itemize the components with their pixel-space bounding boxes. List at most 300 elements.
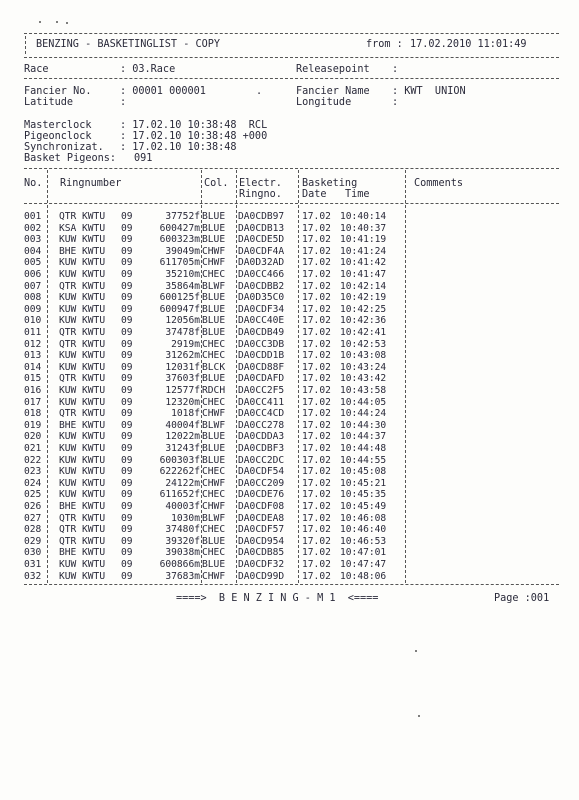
synchronization-label: Synchronizat. — [24, 142, 104, 153]
cell-time: 10:41:24 — [340, 245, 387, 257]
cell-club: KWTU — [82, 257, 106, 269]
cell-year: 09 — [121, 373, 133, 385]
race-label: Race — [24, 64, 49, 75]
rule-table-top — [24, 168, 559, 169]
cell-color: BLUE — [202, 443, 226, 454]
cell-club: KWTU — [82, 385, 106, 396]
cell-color: CHWF — [202, 501, 226, 512]
rule-table-header — [24, 203, 559, 204]
speck — [39, 21, 41, 23]
page-number: Page :001 — [494, 593, 550, 604]
cell-country: QTR — [59, 211, 77, 222]
cell-color: BLUE — [202, 431, 226, 443]
table-row — [0, 559, 579, 570]
table-row — [0, 246, 579, 257]
table-row — [0, 443, 579, 454]
cell-serial: 622262f — [159, 466, 200, 478]
cell-club: KWTU — [82, 269, 106, 280]
cell-date: 17.02 — [302, 477, 331, 489]
table-row — [0, 362, 579, 373]
table-row — [0, 223, 579, 234]
cell-date: 17.02 — [302, 419, 331, 431]
cell-serial: 31262m — [165, 350, 200, 362]
cell-year: 09 — [121, 524, 133, 536]
speck — [418, 715, 420, 717]
cell-chip: DA0CDF08 — [238, 501, 285, 512]
cell-no: 016 — [24, 385, 42, 396]
cell-serial: 37480f — [165, 524, 200, 536]
cell-country: KUW — [59, 396, 77, 408]
cell-color: BLUE — [202, 315, 226, 327]
cell-time: 10:43:42 — [340, 373, 387, 385]
cell-serial: 600323m — [159, 234, 200, 246]
from-label: from : — [366, 39, 403, 50]
cell-date: 17.02 — [302, 327, 331, 338]
cell-chip: DA0CDE5D — [238, 234, 285, 246]
rule-table-bottom — [24, 584, 559, 585]
cell-date: 17.02 — [302, 559, 331, 570]
cell-chip: DA0CC2F5 — [238, 385, 285, 396]
table-row — [0, 281, 579, 292]
cell-date: 17.02 — [302, 512, 331, 524]
cell-color: BLWF — [202, 512, 226, 524]
cell-chip: DA0CC40E — [238, 315, 285, 327]
cell-no: 025 — [24, 489, 42, 501]
cell-serial: 12031f — [165, 361, 200, 373]
cell-time: 10:42:19 — [340, 292, 387, 304]
table-row — [0, 315, 579, 326]
latitude-value: : — [120, 97, 127, 108]
cell-no: 001 — [24, 211, 42, 222]
basket-pigeons-count: 091 — [134, 153, 153, 164]
cell-year: 09 — [121, 466, 133, 478]
cell-serial: 39049m — [165, 245, 200, 257]
cell-no: 014 — [24, 361, 42, 373]
cell-country: KUW — [59, 559, 77, 570]
cell-color: CHEC — [202, 269, 226, 280]
cell-year: 09 — [121, 338, 133, 350]
cell-time: 10:46:08 — [340, 512, 387, 524]
cell-no: 030 — [24, 547, 42, 559]
cell-time: 10:43:24 — [340, 361, 387, 373]
cell-year: 09 — [121, 489, 133, 501]
fancier-name-value: : KWT UNION — [392, 86, 466, 97]
cell-date: 17.02 — [302, 338, 331, 350]
speck — [56, 21, 58, 23]
footer-brand: ====> B E N Z I N G - M 1 <==== — [176, 593, 379, 604]
cell-time: 10:40:37 — [340, 222, 387, 234]
table-row — [0, 327, 579, 338]
cell-serial: 39038m — [165, 547, 200, 559]
cell-serial: 37478f — [165, 327, 200, 338]
cell-club: KWTU — [82, 292, 106, 304]
cell-country: QTR — [59, 338, 77, 350]
table-row — [0, 304, 579, 315]
cell-chip: DA0CC4CD — [238, 408, 285, 420]
cell-date: 17.02 — [302, 245, 331, 257]
cell-no: 005 — [24, 257, 42, 269]
cell-year: 09 — [121, 315, 133, 327]
cell-time: 10:44:05 — [340, 396, 387, 408]
cell-color: CHEC — [202, 396, 226, 408]
cell-date: 17.02 — [302, 489, 331, 501]
cell-serial: 31243f — [165, 443, 200, 454]
releasepoint-label: Releasepoint — [296, 64, 370, 75]
cell-date: 17.02 — [302, 361, 331, 373]
cell-color: BLUE — [202, 234, 226, 246]
cell-color: BLUE — [202, 535, 226, 547]
cell-no: 029 — [24, 535, 42, 547]
cell-chip: DA0CDBB2 — [238, 280, 285, 292]
cell-date: 17.02 — [302, 292, 331, 304]
cell-date: 17.02 — [302, 211, 331, 222]
cell-serial: 12320m — [165, 396, 200, 408]
from-timestamp: 17.02.2010 11:01:49 — [410, 39, 527, 50]
cell-no: 019 — [24, 419, 42, 431]
cell-club: KWTU — [82, 315, 106, 327]
cell-club: KWTU — [82, 466, 106, 478]
cell-serial: 37603f — [165, 373, 200, 385]
cell-club: KWTU — [82, 303, 106, 315]
cell-serial: 40004f — [165, 419, 200, 431]
cell-no: 027 — [24, 512, 42, 524]
cell-year: 09 — [121, 385, 133, 396]
table-row — [0, 269, 579, 280]
cell-club: KWTU — [82, 350, 106, 362]
cell-club: KWTU — [82, 512, 106, 524]
table-row — [0, 547, 579, 558]
cell-color: BLUE — [202, 292, 226, 304]
cell-color: BLUE — [202, 303, 226, 315]
cell-serial: 611705m — [159, 257, 200, 269]
cell-time: 10:45:49 — [340, 501, 387, 512]
cell-country: KUW — [59, 303, 77, 315]
cell-date: 17.02 — [302, 396, 331, 408]
cell-club: KWTU — [82, 570, 106, 582]
masterclock-value: : 17.02.10 10:38:48 RCL — [120, 120, 268, 131]
cell-date: 17.02 — [302, 570, 331, 582]
synchronization-value: : 17.02.10 10:38:48 — [120, 142, 237, 153]
cell-date: 17.02 — [302, 385, 331, 396]
cell-country: KUW — [59, 385, 77, 396]
table-row — [0, 501, 579, 512]
cell-chip: DA0CC466 — [238, 269, 285, 280]
cell-date: 17.02 — [302, 257, 331, 269]
cell-serial: 1018f — [171, 408, 200, 420]
cell-club: KWTU — [82, 559, 106, 570]
longitude-value: : — [392, 97, 399, 108]
cell-time: 10:45:35 — [340, 489, 387, 501]
cell-country: QTR — [59, 512, 77, 524]
cell-club: KWTU — [82, 361, 106, 373]
cell-color: BLUE — [202, 327, 226, 338]
cell-chip: DA0CD954 — [238, 535, 285, 547]
cell-no: 010 — [24, 315, 42, 327]
cell-color: CHWF — [202, 477, 226, 489]
cell-time: 10:46:40 — [340, 524, 387, 536]
cell-date: 17.02 — [302, 280, 331, 292]
table-row — [0, 536, 579, 547]
cell-club: KWTU — [82, 396, 106, 408]
table-row — [0, 408, 579, 419]
cell-club: KWTU — [82, 443, 106, 454]
cell-club: KWTU — [82, 373, 106, 385]
cell-no: 020 — [24, 431, 42, 443]
cell-year: 09 — [121, 512, 133, 524]
cell-time: 10:44:30 — [340, 419, 387, 431]
col-header-ringnumber: Ringnumber — [60, 178, 122, 189]
cell-serial: 35210m — [165, 269, 200, 280]
cell-country: BHE — [59, 547, 77, 559]
cell-club: KWTU — [82, 524, 106, 536]
latitude-label: Latitude — [24, 97, 74, 108]
cell-country: KUW — [59, 489, 77, 501]
cell-country: KUW — [59, 292, 77, 304]
cell-chip: DA0CDD1B — [238, 350, 285, 362]
cell-serial: 600125f — [159, 292, 200, 304]
cell-year: 09 — [121, 454, 133, 466]
cell-time: 10:47:47 — [340, 559, 387, 570]
cell-club: KWTU — [82, 327, 106, 338]
cell-date: 17.02 — [302, 454, 331, 466]
cell-color: CHEC — [202, 524, 226, 536]
col-header-comments: Comments — [414, 178, 464, 189]
cell-country: KUW — [59, 454, 77, 466]
cell-chip: DA0CC209 — [238, 477, 285, 489]
cell-color: CHEC — [202, 338, 226, 350]
cell-no: 018 — [24, 408, 42, 420]
cell-chip: DA0CDB85 — [238, 547, 285, 559]
cell-time: 10:42:36 — [340, 315, 387, 327]
cell-date: 17.02 — [302, 269, 331, 280]
cell-time: 10:41:42 — [340, 257, 387, 269]
cell-serial: 600427m — [159, 222, 200, 234]
cell-time: 10:46:53 — [340, 535, 387, 547]
cell-chip: DA0D32AD — [238, 257, 285, 269]
cell-color: BLUE — [202, 559, 226, 570]
cell-color: RDCH — [202, 385, 226, 396]
cell-year: 09 — [121, 477, 133, 489]
cell-date: 17.02 — [302, 547, 331, 559]
cell-no: 032 — [24, 570, 42, 582]
cell-serial: 24122m — [165, 477, 200, 489]
cell-date: 17.02 — [302, 524, 331, 536]
cell-color: CHEC — [202, 350, 226, 362]
cell-color: BLUE — [202, 222, 226, 234]
table-row — [0, 489, 579, 500]
cell-year: 09 — [121, 559, 133, 570]
table-row — [0, 257, 579, 268]
cell-time: 10:44:55 — [340, 454, 387, 466]
pigeonclock-label: Pigeonclock — [24, 131, 92, 142]
cell-year: 09 — [121, 327, 133, 338]
table-row — [0, 420, 579, 431]
cell-chip: DA0CC278 — [238, 419, 285, 431]
col-header-time: Time — [345, 189, 370, 200]
cell-no: 022 — [24, 454, 42, 466]
table-row — [0, 397, 579, 408]
cell-date: 17.02 — [302, 466, 331, 478]
col-header-date: Date — [302, 189, 327, 200]
cell-chip: DA0CDF4A — [238, 245, 285, 257]
table-row — [0, 234, 579, 245]
cell-time: 10:43:08 — [340, 350, 387, 362]
cell-club: KWTU — [82, 280, 106, 292]
cell-country: QTR — [59, 373, 77, 385]
cell-country: BHE — [59, 245, 77, 257]
fancier-no-dot: . — [256, 86, 263, 97]
cell-time: 10:45:08 — [340, 466, 387, 478]
cell-country: QTR — [59, 524, 77, 536]
cell-club: KWTU — [82, 419, 106, 431]
cell-no: 006 — [24, 269, 42, 280]
cell-date: 17.02 — [302, 315, 331, 327]
table-row — [0, 524, 579, 535]
cell-year: 09 — [121, 547, 133, 559]
cell-chip: DA0CD99D — [238, 570, 285, 582]
cell-country: QTR — [59, 327, 77, 338]
cell-color: BLWF — [202, 419, 226, 431]
cell-time: 10:47:01 — [340, 547, 387, 559]
cell-year: 09 — [121, 211, 133, 222]
cell-club: KWTU — [82, 489, 106, 501]
cell-chip: DA0CDF57 — [238, 524, 285, 536]
cell-serial: 611652f — [159, 489, 200, 501]
cell-year: 09 — [121, 234, 133, 246]
cell-chip: DA0CC3DB — [238, 338, 285, 350]
cell-chip: DA0CDB13 — [238, 222, 285, 234]
cell-time: 10:45:21 — [340, 477, 387, 489]
cell-chip: DA0CDE76 — [238, 489, 285, 501]
cell-date: 17.02 — [302, 303, 331, 315]
cell-no: 015 — [24, 373, 42, 385]
cell-serial: 600303f — [159, 454, 200, 466]
rule-top — [24, 33, 559, 34]
rule-left — [25, 36, 26, 54]
table-row — [0, 455, 579, 466]
cell-serial: 600866m — [159, 559, 200, 570]
cell-country: KUW — [59, 257, 77, 269]
cell-time: 10:42:25 — [340, 303, 387, 315]
document-title: BENZING - BASKETINGLIST - COPY — [36, 39, 221, 50]
cell-serial: 600947f — [159, 303, 200, 315]
table-row — [0, 211, 579, 222]
table-row — [0, 339, 579, 350]
cell-serial: 1030m — [171, 512, 200, 524]
cell-no: 023 — [24, 466, 42, 478]
cell-color: BLUE — [202, 454, 226, 466]
cell-club: KWTU — [82, 245, 106, 257]
cell-no: 008 — [24, 292, 42, 304]
cell-serial: 2919m — [171, 338, 200, 350]
cell-serial: 12577f — [165, 385, 200, 396]
cell-year: 09 — [121, 280, 133, 292]
cell-serial: 37752f — [165, 211, 200, 222]
cell-country: KUW — [59, 443, 77, 454]
cell-year: 09 — [121, 257, 133, 269]
cell-country: KUW — [59, 466, 77, 478]
speck — [415, 650, 417, 652]
cell-chip: DA0CDAFD — [238, 373, 285, 385]
cell-no: 009 — [24, 303, 42, 315]
table-row — [0, 478, 579, 489]
cell-country: QTR — [59, 408, 77, 420]
cell-country: KUW — [59, 350, 77, 362]
col-header-electronic: Electr. — [239, 178, 282, 189]
race-value: : 03.Race — [120, 64, 176, 75]
cell-year: 09 — [121, 535, 133, 547]
table-row — [0, 385, 579, 396]
masterclock-label: Masterclock — [24, 120, 92, 131]
cell-no: 031 — [24, 559, 42, 570]
cell-time: 10:43:58 — [340, 385, 387, 396]
cell-country: KUW — [59, 269, 77, 280]
releasepoint-value: : — [392, 64, 399, 75]
cell-year: 09 — [121, 222, 133, 234]
cell-time: 10:44:24 — [340, 408, 387, 420]
pigeonclock-value: : 17.02.10 10:38:48 +000 — [120, 131, 268, 142]
cell-club: KWTU — [82, 477, 106, 489]
cell-chip: DA0CDB97 — [238, 211, 285, 222]
table-row — [0, 571, 579, 582]
cell-serial: 35864m — [165, 280, 200, 292]
cell-chip: DA0CDF34 — [238, 303, 285, 315]
cell-no: 026 — [24, 501, 42, 512]
cell-color: BLUE — [202, 211, 226, 222]
cell-chip: DA0CDF32 — [238, 559, 285, 570]
cell-year: 09 — [121, 408, 133, 420]
cell-chip: DA0D35C0 — [238, 292, 285, 304]
rule-header-bottom — [24, 57, 559, 58]
cell-no: 004 — [24, 245, 42, 257]
cell-date: 17.02 — [302, 431, 331, 443]
cell-date: 17.02 — [302, 350, 331, 362]
col-header-no: No. — [24, 178, 43, 189]
table-row — [0, 373, 579, 384]
cell-year: 09 — [121, 269, 133, 280]
cell-no: 003 — [24, 234, 42, 246]
cell-color: CHWF — [202, 408, 226, 420]
cell-club: KWTU — [82, 408, 106, 420]
cell-club: KWTU — [82, 547, 106, 559]
cell-country: KSA — [59, 222, 77, 234]
table-row — [0, 292, 579, 303]
cell-no: 024 — [24, 477, 42, 489]
cell-year: 09 — [121, 350, 133, 362]
fancier-no-value: : 00001 000001 — [120, 86, 206, 97]
cell-no: 011 — [24, 327, 42, 338]
cell-year: 09 — [121, 443, 133, 454]
table-row — [0, 431, 579, 442]
cell-color: BLCK — [202, 361, 226, 373]
cell-year: 09 — [121, 419, 133, 431]
col-header-basketing: Basketing — [302, 178, 358, 189]
cell-country: KUW — [59, 315, 77, 327]
cell-year: 09 — [121, 361, 133, 373]
cell-serial: 12022m — [165, 431, 200, 443]
cell-country: KUW — [59, 570, 77, 582]
cell-date: 17.02 — [302, 373, 331, 385]
cell-time: 10:42:41 — [340, 327, 387, 338]
fancier-no-label: Fancier No. — [24, 86, 92, 97]
cell-color: CHWF — [202, 257, 226, 269]
cell-year: 09 — [121, 303, 133, 315]
speck — [66, 22, 68, 24]
cell-chip: DA0CDDA3 — [238, 431, 285, 443]
cell-serial: 12056m — [165, 315, 200, 327]
table-row — [0, 350, 579, 361]
cell-no: 021 — [24, 443, 42, 454]
